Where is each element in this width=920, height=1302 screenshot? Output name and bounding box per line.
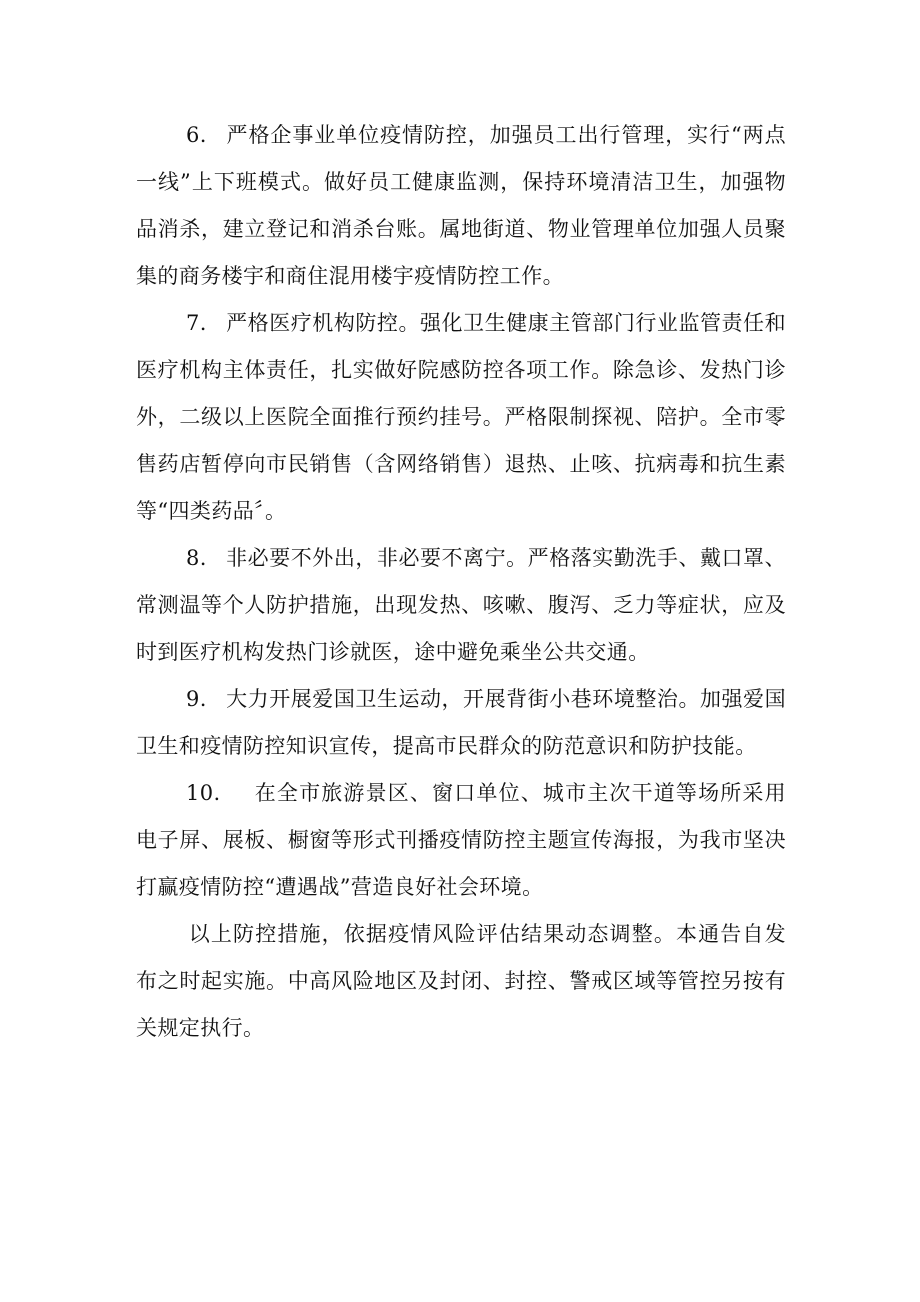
paragraph-item-6 <box>136 112 786 300</box>
document-page <box>136 112 786 1052</box>
paragraph-text: 大力开展爱国卫生运动，开展背街小巷环境整治。加强爱国卫生和疫情防控知识宣传，提高市民群众的防范意识和防护技能。 <box>136 687 786 758</box>
item-number: 8. <box>186 546 207 570</box>
paragraph-text: 在全市旅游景区、窗口单位、城市主次干道等场所采用电子屏、展板、橱窗等形式刊播疫情防控主题宣传海报，为我市坚决打赢疫情防控“遭遇战”营造良好社会环境。 <box>136 781 786 899</box>
item-number: 9. <box>186 687 207 711</box>
paragraph-text: 非必要不外出，非必要不离宁。严格落实勤洗手、戴口罩、常测温等个人防护措施，出现发热、咳嗽、腹泻、乏力等症状，应及时到医疗机构发热门诊就医，途中避免乘坐公共交通。 <box>136 546 786 664</box>
item-number: 10. <box>186 781 221 805</box>
item-number: 6. <box>186 123 207 147</box>
item-number: 7. <box>186 311 207 335</box>
closing-text: 以上防控措施，依据疫情风险评估结果动态调整。本通告自发布之时起实施。中高风险地区及封闭、封控、警戒区域等管控另按有关规定执行。 <box>136 922 786 1040</box>
closing-paragraph <box>136 911 786 1052</box>
paragraph-item-8 <box>136 535 786 676</box>
paragraph-text: 严格企事业单位疫情防控，加强员工出行管理，实行“两点一线”上下班模式。做好员工健康监测，保持环境清洁卫生，加强物品消杀，建立登记和消杀台账。属地街道、物业管理单位加强人员聚集的商务楼宇和商住混用楼宇疫情防控工作。 <box>136 123 786 288</box>
paragraph-item-10 <box>136 770 786 911</box>
paragraph-item-7 <box>136 300 786 535</box>
paragraph-text: 严格医疗机构防控。强化卫生健康主管部门行业监管责任和医疗机构主体责任，扎实做好院感防控各项工作。除急诊、发热门诊外，二级以上医院全面推行预约挂号。严格限制探视、陪护。全市零售药店暂停向市民销售（含网络销售）退热、止咳、抗病毒和抗生素等“四类药品〞。 <box>136 311 786 523</box>
paragraph-item-9 <box>136 676 786 770</box>
